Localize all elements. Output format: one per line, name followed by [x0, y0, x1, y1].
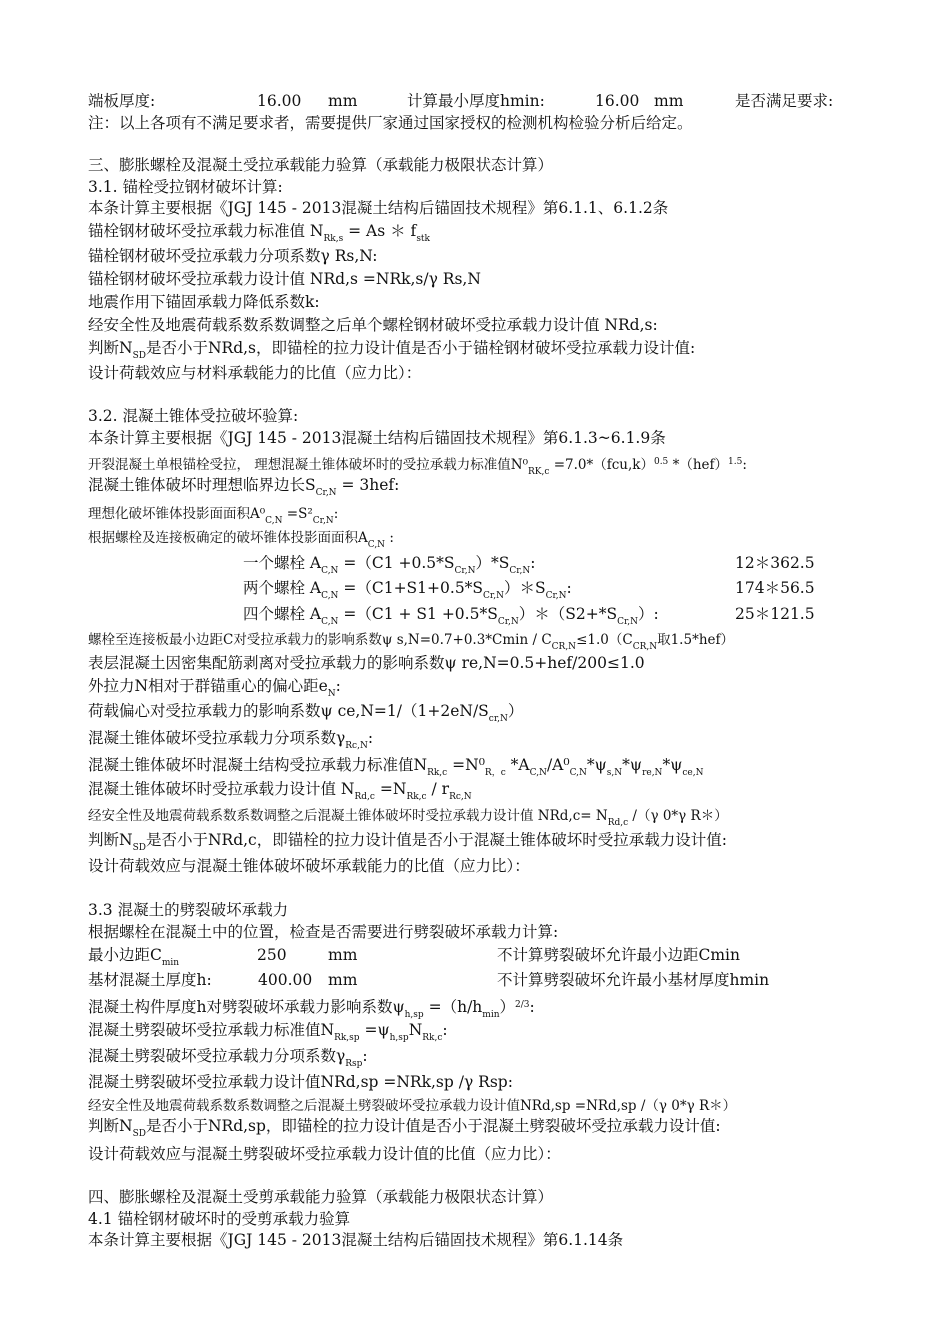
section4-1-basis: 本条计算主要根据《JGJ 145 - 2013混凝土结构后锚固技术规程》第6.1.14条: [88, 1231, 624, 1249]
seismic-reduction-factor: 地震作用下锚固承载力降低系数k:: [88, 293, 320, 311]
section4-title: 四、膨胀螺栓及混凝土受剪承载能力验算（承载能力极限状态计算）: [88, 1188, 554, 1206]
note-line: 注：以上各项有不满足要求者，需要提供厂家通过国家授权的检测机构检验分析后给定。: [88, 114, 693, 132]
requirement-check-label: 是否满足要求:: [735, 92, 834, 110]
one-bolt-area-formula: 一个螺栓 $A_{C,N} =(C1 +0.5*S_{Cr,N})*S_{Cr,N}$:: [243, 554, 536, 576]
cone-standard-value: 混凝土锥体破坏时混凝土结构受拉承载力标准值$N_{Rk,c} =N^0_{R,c}$ $*A_{C,N}/A^0_{C,N}*\psi_{s,N}*\psi_{re,N}*\psi_{ce,N}$: [88, 756, 704, 778]
substrate-thickness-unit: mm: [328, 971, 358, 989]
plate-thickness-value: 16.00: [257, 92, 302, 110]
steel-stress-ratio: 设计荷载效应与材料承载能力的比值（应力比）：: [88, 364, 422, 382]
section4-1-title: 4.1 锚栓钢材破坏时的受剪承载力验算: [88, 1210, 351, 1228]
split-judge-line: 判断$N_{SD}$是否小于NRd,sp，即锚栓的拉力设计值是否小于混凝土劈裂破坏受拉承载力设计值:: [88, 1117, 721, 1139]
section3-3-title: 3.3 混凝土的劈裂破坏承载力: [88, 901, 289, 919]
split-design-value: 混凝土劈裂破坏受拉承载力设计值NRd,sp =NRk,sp /γ Rsp:: [88, 1073, 513, 1091]
hmin-unit: mm: [654, 92, 684, 110]
min-edge-distance-unit: mm: [328, 946, 358, 964]
steel-tension-design-value: 锚栓钢材破坏受拉承载力设计值 NRd,s =NRk,s/γ Rs,N: [88, 270, 481, 288]
section3-1-title: 3.1. 锚栓受拉钢材破坏计算:: [88, 178, 283, 196]
splitting-intro: 根据螺栓在混凝土中的位置，检查是否需要进行劈裂破坏承载力计算:: [88, 923, 559, 941]
split-stress-ratio: 设计荷载效应与混凝土劈裂破坏受拉承载力设计值的比值（应力比）：: [88, 1145, 561, 1163]
eccentricity: 外拉力N相对于群锚重心的偏心距$e_N$:: [88, 677, 341, 699]
single-anchor-cone-standard: 开裂混凝土单根锚栓受拉， 理想混凝土锥体破坏时的受拉承载力标准值$N^0_{RK,c} =7.0*(fcu,k)^{0.5}$ *（hef）$^{1.5}$:: [88, 457, 747, 477]
steel-tension-partial-factor: 锚栓钢材破坏受拉承载力分项系数γ Rs,N:: [88, 247, 378, 265]
edge-distance-factor: 螺栓至连接板最小边距C对受拉承载力的影响系数ψ $s,N=0.7+0.3*Cmin / C_{CR,N}\le 1.0(C_{CR,N}$取1.5*hef）: [88, 632, 734, 652]
no-split-min-edge-label: 不计算劈裂破坏允许最小边距Cmin: [497, 946, 740, 964]
split-adjusted-design-value: 经安全性及地震荷载系数系数调整之后混凝土劈裂破坏受拉承载力设计值NRd,sp =NRd,sp /（γ 0*γ R＊）: [88, 1098, 737, 1114]
section3-2-title: 3.2. 混凝土锥体受拉破坏验算:: [88, 407, 299, 425]
hmin-value: 16.00: [595, 92, 640, 110]
shell-spalling-factor: 表层混凝土因密集配筋剥离对受拉承载力的影响系数ψ re,N=0.5+hef/200≤1.0: [88, 654, 645, 672]
section3-1-basis: 本条计算主要根据《JGJ 145 - 2013混凝土结构后锚固技术规程》第6.1.1、6.1.2条: [88, 199, 669, 217]
no-split-min-thickness-label: 不计算劈裂破坏允许最小基材厚度hmin: [497, 971, 770, 989]
cone-judge-line: 判断$N_{SD}$是否小于NRd,c，即锚栓的拉力设计值是否小于混凝土锥体破坏时受拉承载力设计值:: [88, 831, 727, 853]
cone-adjusted-design-value: 经安全性及地震荷载系数系数调整之后混凝土锥体破坏时受拉承载力设计值 $NRd,c= N_{Rd,c}$ /（γ 0*γ R＊）: [88, 808, 728, 828]
min-edge-distance-value: 250: [257, 946, 287, 964]
cone-design-value: 混凝土锥体破坏时受拉承载力设计值 $N_{Rd,c} =N_{Rk,c} / r_{Rc,N}$: [88, 780, 472, 802]
hmin-label: 计算最小厚度hmin:: [407, 92, 545, 110]
actual-projected-area: 根据螺栓及连接板确定的破坏锥体投影面面积$A_{C,N}$ :: [88, 530, 394, 550]
cone-stress-ratio: 设计荷载效应与混凝土锥体破坏破坏承载能力的比值（应力比）：: [88, 857, 530, 875]
split-partial-factor: 混凝土劈裂破坏受拉承载力分项系数$\gamma_{Rsp}$:: [88, 1047, 368, 1069]
section3-title: 三、膨胀螺栓及混凝土受拉承载能力验算（承载能力极限状态计算）: [88, 156, 554, 174]
split-standard-value: 混凝土劈裂破坏受拉承载力标准值$N_{Rk,sp} =\psi_{h,sp}N_{Rk,c}$:: [88, 1021, 448, 1043]
eccentricity-factor: 荷载偏心对受拉承载力的影响系数ψ $ce,N=1/(1+2eN/S_{cr,N})$: [88, 702, 524, 724]
two-bolt-area-formula: 两个螺栓 $A_{C,N}$ $=(C1+S1+0.5*S_{Cr,N})*S_{Cr,N}$:: [243, 579, 572, 601]
four-bolt-area-value: 25＊121.5: [735, 605, 815, 623]
one-bolt-area-value: 12＊362.5: [735, 554, 815, 572]
critical-edge-length: 混凝土锥体破坏时理想临界边长$S_{Cr,N} = 3hef$:: [88, 476, 400, 498]
steel-tension-standard-value: 锚栓钢材破坏受拉承载力标准值 $N_{Rk,s} = As$ ＊ $f_{stk}$: [88, 222, 431, 244]
steel-judge-line: 判断$N_{SD}$是否小于NRd,s，即锚栓的拉力设计值是否小于锚栓钢材破坏受拉承载力设计值:: [88, 339, 696, 361]
cone-partial-factor: 混凝土锥体破坏受拉承载力分项系数$\gamma_{Rc,N}$:: [88, 729, 374, 751]
four-bolt-area-formula: 四个螺栓 $A_{C,N} =(C1 + S1$ $+0.5*S_{Cr,N})*(S2+*S_{Cr,N})$:: [243, 605, 659, 627]
two-bolt-area-value: 174＊56.5: [735, 579, 815, 597]
thickness-split-factor: 混凝土构件厚度h对劈裂破坏承载力影响系数$\psi_{h,sp} =(h/h_{min})^{2/3}$:: [88, 998, 535, 1020]
substrate-thickness-value: 400.00: [258, 971, 313, 989]
substrate-thickness-label: 基材混凝土厚度h:: [88, 971, 212, 989]
min-edge-distance-label: 最小边距$C_{min}$: [88, 946, 180, 968]
section3-2-basis: 本条计算主要根据《JGJ 145 - 2013混凝土结构后锚固技术规程》第6.1.3~6.1.9条: [88, 429, 666, 447]
plate-thickness-unit: mm: [328, 92, 358, 110]
steel-adjusted-design-value: 经安全性及地震荷载系数系数调整之后单个螺栓钢材破坏受拉承载力设计值 NRd,s:: [88, 316, 658, 334]
ideal-projected-area: 理想化破坏锥体投影面面积$A^0_{C,N} =S^2_{Cr,N}$:: [88, 506, 339, 526]
plate-thickness-label: 端板厚度:: [88, 92, 156, 110]
